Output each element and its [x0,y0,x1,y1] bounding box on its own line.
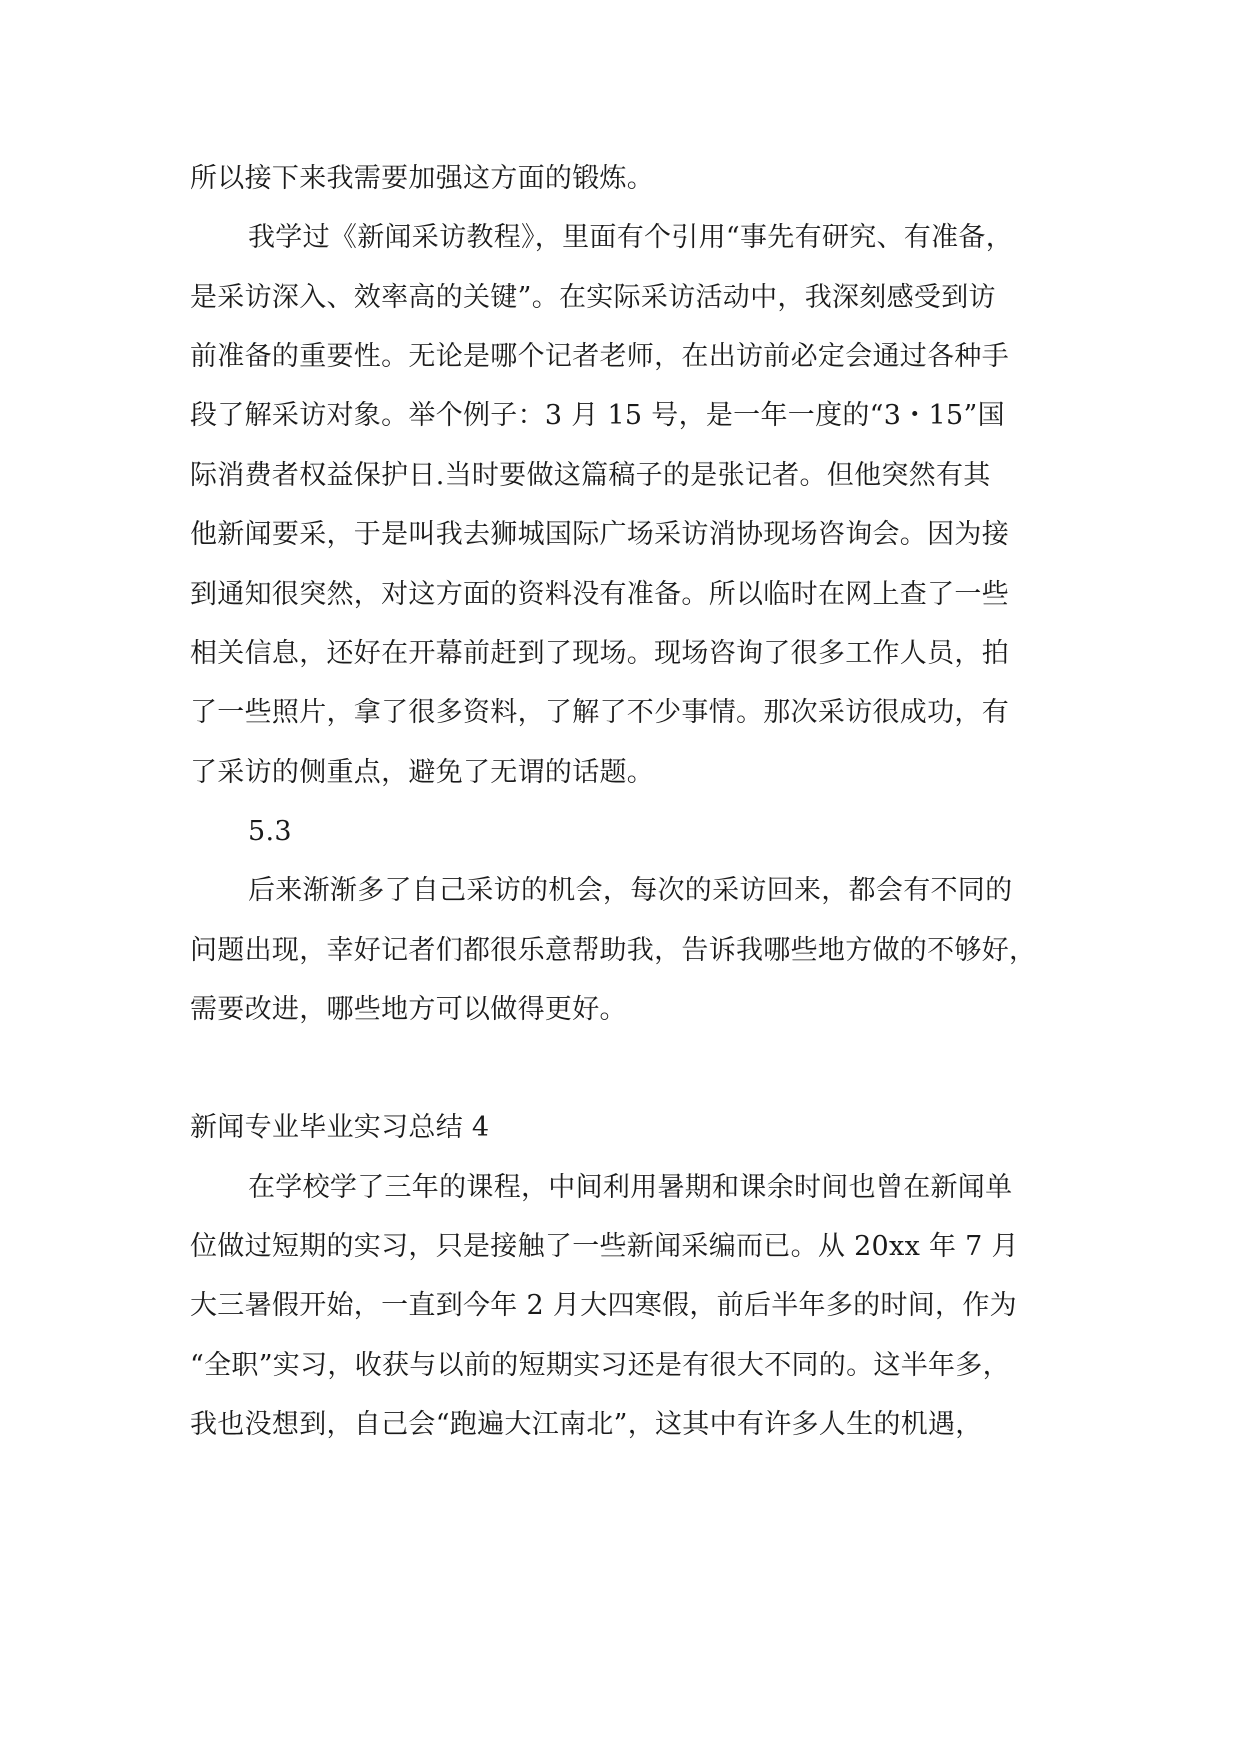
section-number: 5.3 [248,816,292,847]
paragraph-line: 到通知很突然，对这方面的资料没有准备。所以临时在网上查了一些 [190,579,1009,610]
paragraph-line: 前准备的重要性。无论是哪个记者老师，在出访前必定会通过各种手 [190,341,1009,372]
paragraph-line: 在学校学了三年的课程，中间利用暑期和课余时间也曾在新闻单 [248,1172,1013,1203]
paragraph-line: 段了解采访对象。举个例子：3 月 15 号，是一年一度的“3・15”国 [190,400,1005,431]
section-heading: 新闻专业毕业实习总结 4 [190,1112,490,1143]
paragraph-line: 他新闻要采，于是叫我去狮城国际广场采访消协现场咨询会。因为接 [190,519,1009,550]
paragraph-line: 我也没想到，自己会“跑遍大江南北”，这其中有许多人生的机遇， [190,1409,983,1440]
paragraph-line: 后来渐渐多了自己采访的机会，每次的采访回来，都会有不同的 [248,875,1013,906]
paragraph-line: 相关信息，还好在开幕前赶到了现场。现场咨询了很多工作人员，拍 [190,638,1009,669]
paragraph-line: 我学过《新闻采访教程》，里面有个引用“事先有研究、有准备， [248,222,1014,253]
paragraph-line: 是采访深入、效率高的关键”。在实际采访活动中，我深刻感受到访 [190,282,996,313]
paragraph-line: 需要改进，哪些地方可以做得更好。 [190,994,627,1025]
paragraph-line: 了采访的侧重点，避免了无谓的话题。 [190,757,655,788]
paragraph-line: 际消费者权益保护日.当时要做这篇稿子的是张记者。但他突然有其 [190,460,991,491]
paragraph-line: 所以接下来我需要加强这方面的锻炼。 [190,163,655,194]
paragraph-line: 了一些照片，拿了很多资料，了解了不少事情。那次采访很成功，有 [190,697,1009,728]
paragraph-line: 问题出现，幸好记者们都很乐意帮助我，告诉我哪些地方做的不够好， [190,935,1037,966]
paragraph-line: “全职”实习，收获与以前的短期实习还是有很大不同的。这半年多， [190,1350,1010,1381]
paragraph-line: 大三暑假开始，一直到今年 2 月大四寒假，前后半年多的时间，作为 [190,1290,1017,1321]
paragraph-line: 位做过短期的实习，只是接触了一些新闻采编而已。从 20xx 年 7 月 [190,1231,1019,1262]
